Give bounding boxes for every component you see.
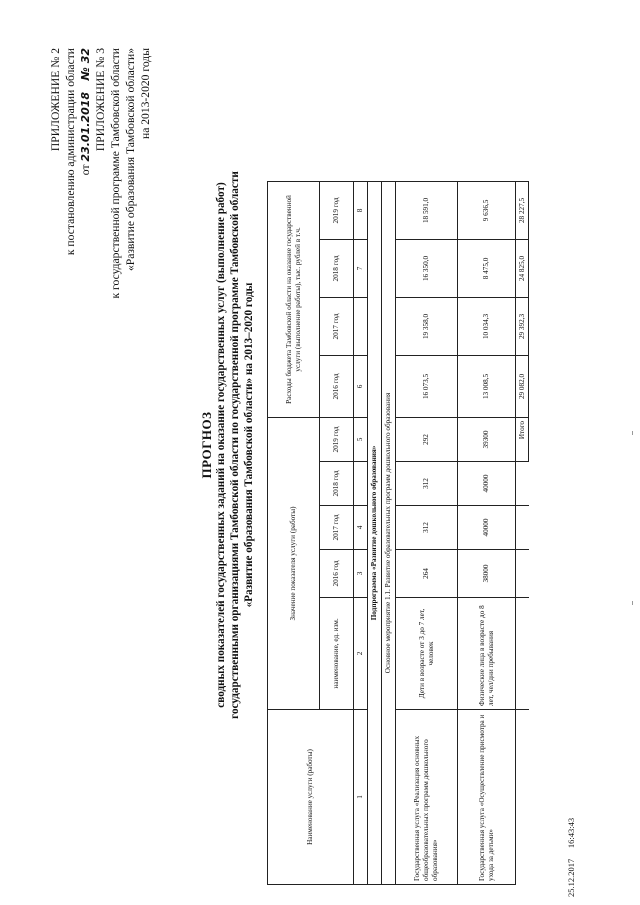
- header-year-ind-2017: 2017 год: [320, 506, 354, 550]
- total-cell: 24 825,0: [516, 239, 529, 297]
- appendix-header: [48, 48, 153, 299]
- header-service-name: Наименование услуги (работы): [268, 710, 354, 885]
- header-name-unit: наименование, ед. изм.: [320, 598, 354, 710]
- column-number: 8: [354, 181, 368, 239]
- total-cell: 29 082,0: [516, 355, 529, 417]
- indicator-cell: Физические лица в возрасте до 8 лет, чел/дни пребывания: [458, 598, 516, 710]
- column-number: 1: [354, 710, 368, 885]
- appendix-2-label: ПРИЛОЖЕНИЕ № 2: [49, 48, 62, 152]
- header-indicator-value: Значение показателя услуги (работы): [268, 417, 320, 709]
- total-label: Итого: [516, 417, 529, 461]
- header-year-ind-2018: 2018 год: [320, 462, 354, 506]
- column-number: 7: [354, 239, 368, 297]
- program-years: на 2013-2020 годы: [139, 48, 152, 140]
- table-row: [396, 46, 458, 884]
- header-year-ind-2016: 2016 год: [320, 550, 354, 598]
- value-cell: 40000: [458, 506, 516, 550]
- handwritten-date: 23.01.2018: [79, 91, 92, 162]
- program-name: «Развитие образования Тамбовской области»: [124, 48, 137, 272]
- column-number: 5: [354, 417, 368, 461]
- table-row: [458, 46, 516, 884]
- header-year-exp-2016: 2016 год: [320, 355, 354, 417]
- expense-cell: 8 475,0: [458, 239, 516, 297]
- column-number: 4: [354, 506, 368, 550]
- expense-cell: 10 034,3: [458, 297, 516, 355]
- header-year-exp-2019: 2019 год: [320, 181, 354, 239]
- decree-reference: к постановлению администрации области: [64, 48, 77, 256]
- activity-row: Основное мероприятие 1.1. Развитие образовательных программ дошкольного образования: [382, 181, 396, 884]
- print-date: 25.12.2017: [566, 858, 576, 897]
- title-line-1: сводных показателей государственных заданий на оказание государственных услуг (выполнение работ): [215, 182, 227, 708]
- decree-date-line: от 23.01.2018 № 32: [79, 48, 92, 176]
- column-number: [354, 462, 368, 506]
- scan-mark: [632, 601, 633, 605]
- value-cell: 264: [396, 550, 458, 598]
- expense-cell: 13 008,5: [458, 355, 516, 417]
- expense-cell: 19 358,0: [396, 297, 458, 355]
- handwritten-number: № 32: [79, 48, 92, 81]
- title-line-3: «Развитие образования Тамбовской области» на 2013–2020 годы: [243, 282, 255, 608]
- indicator-cell: Дети в возрасте от 3 до 7 лет, человек: [396, 598, 458, 710]
- title-word: ПРОГНОЗ: [199, 411, 214, 479]
- column-number: [354, 297, 368, 355]
- value-cell: 40000: [458, 462, 516, 506]
- header-budget-expenses: Расходы бюджета Тамбовской области на оказание государственной услуги (выполнение работы), тыс. рублей в т.ч.: [268, 181, 320, 417]
- print-timestamp: [566, 818, 576, 897]
- document-title: [200, 30, 256, 860]
- value-cell: 312: [396, 462, 458, 506]
- column-number: 2: [354, 598, 368, 710]
- service-name-cell: Государственная услуга «Осуществление присмотра и ухода за детьми»: [458, 710, 516, 885]
- program-reference: к государственной программе Тамбовской области: [109, 48, 122, 299]
- total-cell: 29 392,3: [516, 297, 529, 355]
- scan-mark: [632, 431, 633, 435]
- value-cell: 312: [396, 506, 458, 550]
- header-year-exp-2018: 2018 год: [320, 239, 354, 297]
- title-line-2: государственными организациями Тамбовской области по государственной программе Тамбовской области: [229, 171, 241, 719]
- column-number: 3: [354, 550, 368, 598]
- appendix-3-label: ПРИЛОЖЕНИЕ № 3: [94, 48, 107, 152]
- header-year-exp-2017: 2017 год: [320, 297, 354, 355]
- expense-cell: 18 591,0: [396, 181, 458, 239]
- column-number: 6: [354, 355, 368, 417]
- forecast-table: [267, 46, 529, 885]
- header-year-ind-2019: 2019 год: [320, 417, 354, 461]
- print-time: 16:43:43: [566, 817, 576, 849]
- service-name-cell: Государственная услуга «Реализация основных общеобразовательных программ дошкольного образования»: [396, 710, 458, 885]
- expense-cell: 16 073,5: [396, 355, 458, 417]
- value-cell: 39300: [458, 417, 516, 461]
- expense-cell: 9 636,5: [458, 181, 516, 239]
- total-cell: 28 227,5: [516, 181, 529, 239]
- value-cell: 292: [396, 417, 458, 461]
- subprogram-row: Подпрограмма «Развитие дошкольного образования»: [368, 181, 382, 884]
- value-cell: 38000: [458, 550, 516, 598]
- expense-cell: 16 350,0: [396, 239, 458, 297]
- total-row: [516, 46, 529, 884]
